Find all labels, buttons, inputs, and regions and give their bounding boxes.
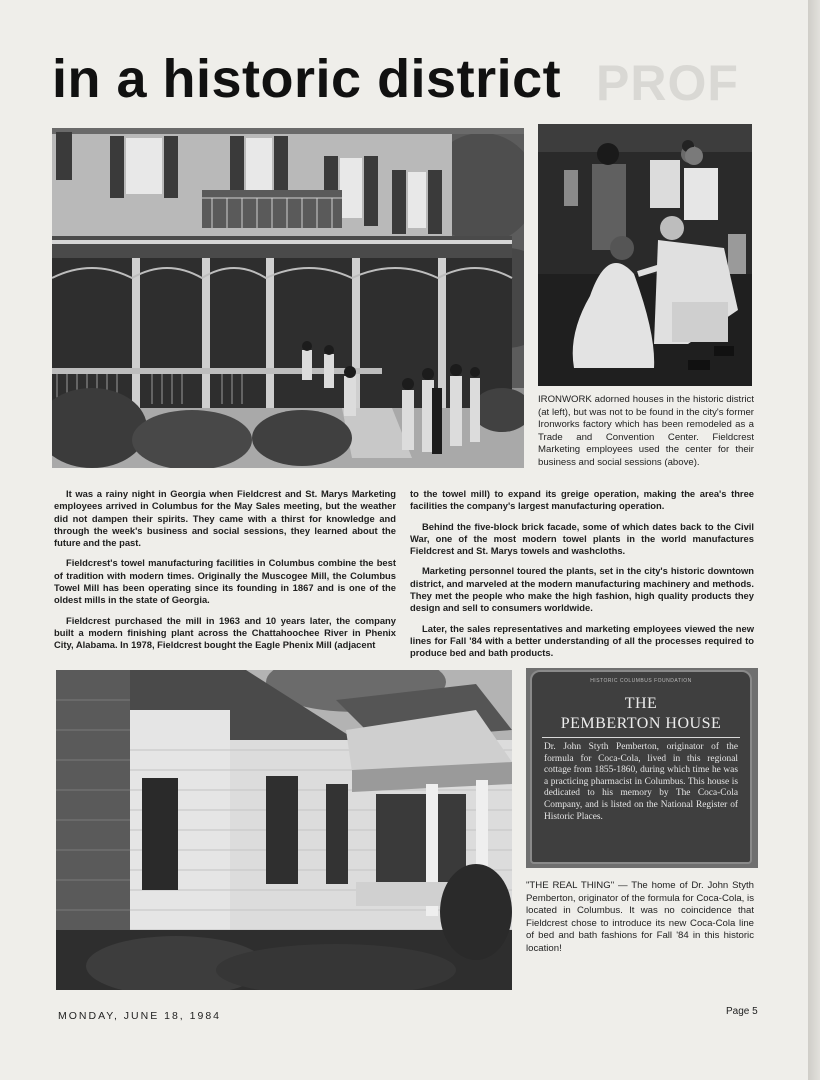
footer-date: MONDAY, JUNE 18, 1984 [58,1010,221,1022]
page-headline: in a historic district [52,49,562,109]
historic-house-illustration [52,128,524,468]
bleed-through-heading: PROF [596,55,739,111]
photo-pemberton-cottage [56,670,512,990]
plaque-title [532,694,750,734]
caption-real-thing: "THE REAL THING" — The home of Dr. John Styth Pemberton, originator of the formula for Coca-Cola, is located in Columbus. It was no coincidence that Fieldcrest chose to introduce its new Coca-Cola line of bed and bath fashions for Fall '84 in this historic location! [526,880,754,954]
article-paragraph: Later, the sales representatives and marketing employees viewed the new lines for Fall '84 with a better understanding of all the processes required to produce bed and bath products. [410,622,754,659]
dancing-couples-illustration [538,124,752,386]
plaque-title-line: PEMBERTON HOUSE [560,715,722,732]
caption-ironwork: IRONWORK adorned houses in the historic district (at left), but was not to be found in the city's former Ironworks factory which has been remodeled as a Trade and Convention Center. Fieldcrest Marketing employees used the center for their business and social sessions (above). [538,394,754,468]
plaque-title-line: THE [624,695,658,712]
article-paragraph: Marketing personnel toured the plants, set in the city's historic downtown district, and marveled at the modern manufacturing machinery and methods. They met the people who make the high fashion, high quality products they design and sell to consumers worldwide. [410,565,754,614]
plaque-text: Dr. John Styth Pemberton, originator of the formula for Coca-Cola, lived in this regional cottage from 1855-1860, during which time he was a practicing pharmacist in Columbus. This house is dedicated to his memory by The Coca-Cola Company, and is listed on the National Register of Historic Places. [544,742,738,822]
plaque-divider [542,737,740,738]
photo-historic-house [52,128,524,468]
article-column-2 [410,488,754,668]
plaque-board [530,670,752,864]
photo-pemberton-plaque [526,668,758,868]
article-paragraph: Behind the five-block brick facade, some of which dates back to the Civil War, one of the most modern towel plants in the world manufactures Fieldcrest and St. Marys towels and washcloths. [410,520,754,557]
article-paragraph: Fieldcrest purchased the mill in 1963 and 10 years later, the company built a modern finishing plant across the Chattahoochee River in Phenix City, Alabama. In 1978, Fieldcrest bought the Eagle Phenix Mill (adjacent [54,614,396,651]
page-edge-strip [808,0,820,1080]
pemberton-cottage-illustration [56,670,512,990]
article-paragraph: to the towel mill) to expand its greige operation, making the area's three facilities the company's largest manufacturing operation. [410,488,754,512]
footer-page-number: Page 5 [726,1006,758,1017]
plaque-header-mark: HISTORIC COLUMBUS FOUNDATION [590,678,692,684]
article-paragraph: It was a rainy night in Georgia when Fieldcrest and St. Marys Marketing employees arrived in Columbus for the May Sales meeting, but the weather did not dampen their spirits. They came with a thirst for knowledge and through the week's business and social sessions, they learned about the future and the past. [54,488,396,549]
article-paragraph: Fieldcrest's towel manufacturing facilities in Columbus combine the best of tradition with modern times. Originally the Muscogee Mill, the Columbus Towel Mill has been operating since its founding in 1867 and is one of the oldest mills in the state of Georgia. [54,557,396,606]
photo-dancing-couples [538,124,752,386]
article-column-1 [54,488,396,660]
